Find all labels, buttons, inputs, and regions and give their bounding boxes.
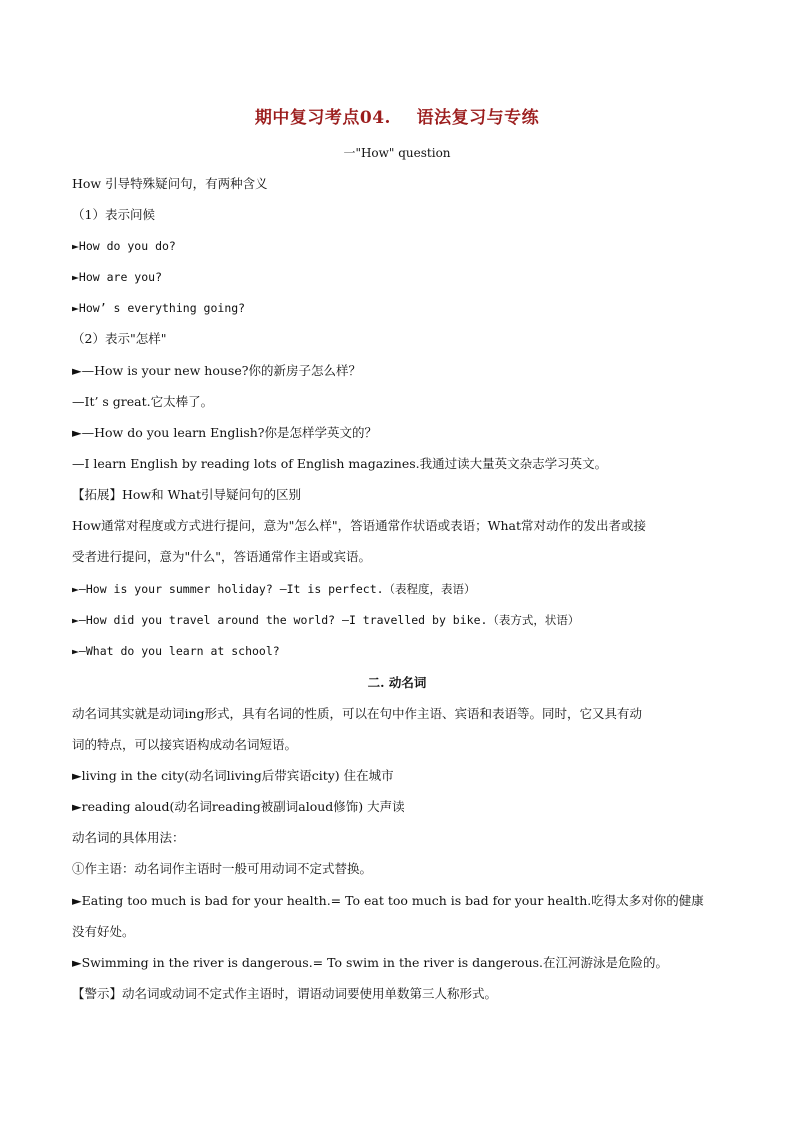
example-line: ►Swimming in the river is dangerous.= To swim in the river is dangerous.在江河游泳是危险的。 bbox=[72, 955, 669, 970]
section-heading-gerund: 二. 动名词 bbox=[367, 675, 427, 690]
body-line: 受者进行提问，意为"什么"，答语通常作主语或宾语。 bbox=[72, 549, 372, 564]
body-line: How 引导特殊疑问句，有两种含义 bbox=[72, 176, 268, 191]
example-line: ►How do you do? bbox=[72, 239, 176, 253]
body-line: 词的特点，可以接宾语构成动名词短语。 bbox=[72, 737, 298, 752]
body-line: 动名词其实就是动词ing形式，具有名词的性质，可以在句中作主语、宾语和表语等。同时，它又具有动 bbox=[72, 706, 643, 721]
document-title: 期中复习考点04. 语法复习与专练 bbox=[254, 108, 540, 128]
example-line: —It’ s great.它太棒了。 bbox=[72, 394, 214, 409]
body-line: 动名词的具体用法： bbox=[72, 830, 185, 845]
body-line: How通常对程度或方式进行提问，意为"怎么样"，答语通常作状语或表语；What常对动作的发出者或接 bbox=[72, 518, 647, 533]
example-line: ►—What do you learn at school? bbox=[72, 644, 280, 658]
section-heading-how-question: 一"How" question bbox=[343, 146, 451, 160]
example-line: ►—How did you travel around the world? —I travelled by bike.（表方式，状语） bbox=[72, 613, 580, 627]
example-line: ►How are you? bbox=[72, 270, 163, 284]
body-line: （2）表示"怎样" bbox=[72, 331, 167, 346]
warning-note: 【警示】动名词或动词不定式作主语时，谓语动词要使用单数第三人称形式。 bbox=[72, 986, 498, 1001]
example-line: ►—How do you learn English?你是怎样学英文的？ bbox=[72, 425, 378, 440]
example-line: ►How’ s everything going? bbox=[72, 301, 246, 315]
body-line: （1）表示问候 bbox=[72, 207, 155, 222]
body-line: ①作主语：动名词作主语时一般可用动词不定式替换。 bbox=[72, 861, 373, 876]
example-line: ►—How is your new house?你的新房子怎么样？ bbox=[72, 363, 361, 378]
example-line: —I learn English by reading lots of English magazines.我通过读大量英文杂志学习英文。 bbox=[72, 456, 608, 471]
example-line: ►Eating too much is bad for your health.= To eat too much is bad for your health.吃得太多对你的健康 bbox=[72, 893, 704, 908]
extension-note: 【拓展】How和 What引导疑问句的区别 bbox=[72, 487, 301, 502]
body-line: 没有好处。 bbox=[72, 924, 135, 939]
example-line: ►—How is your summer holiday? —It is perfect.（表程度，表语） bbox=[72, 582, 476, 596]
example-line: ►reading aloud(动名词reading被副词aloud修饰) 大声读 bbox=[72, 799, 405, 814]
example-line: ►living in the city(动名词living后带宾语city) 住在城市 bbox=[72, 768, 394, 783]
